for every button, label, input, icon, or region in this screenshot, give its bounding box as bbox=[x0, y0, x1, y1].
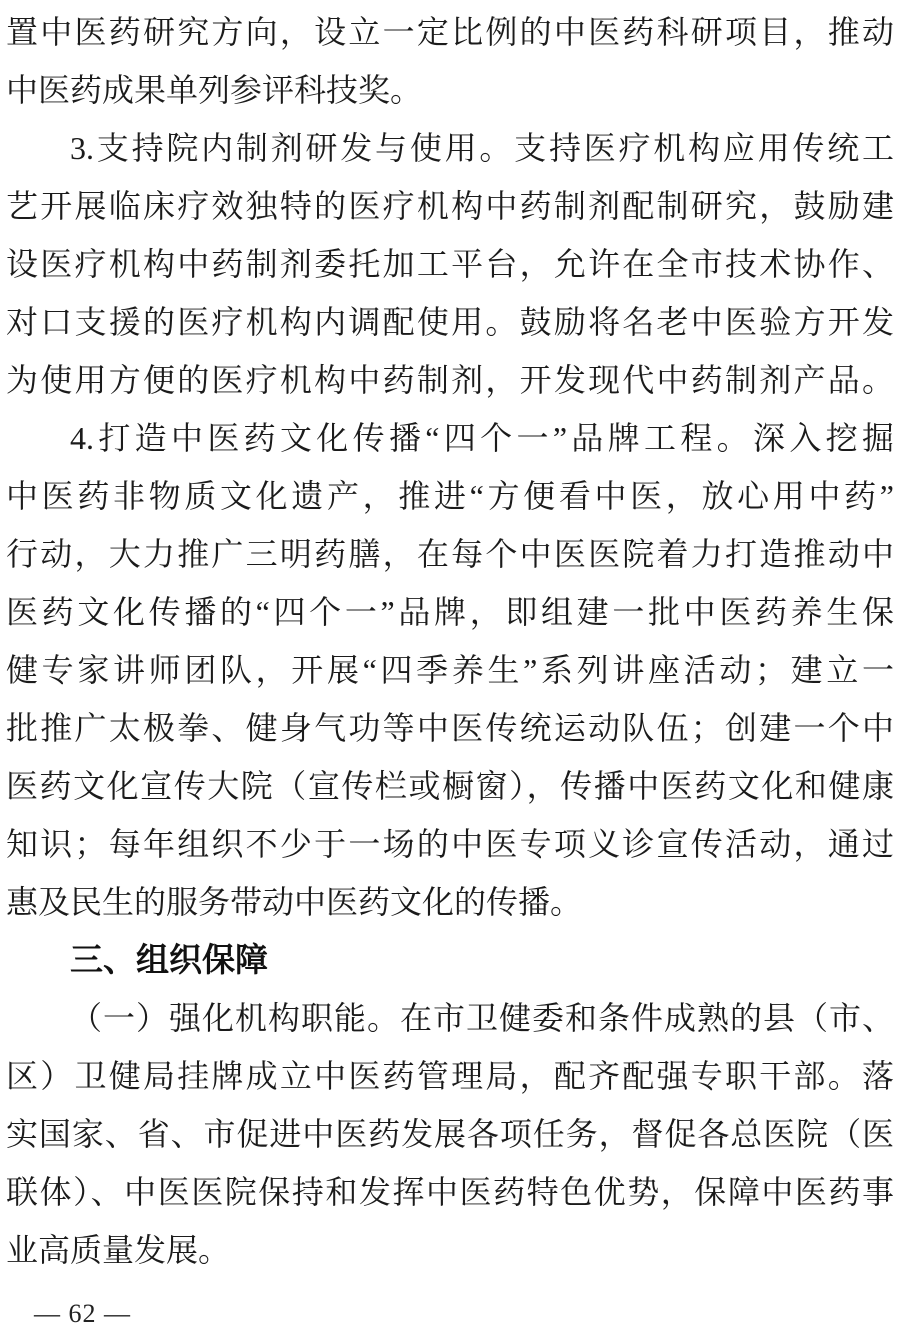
body-text-line: 行动，大力推广三明药膳，在每个中医医院着力打造推动中 bbox=[6, 536, 894, 572]
body-text-line: 中医药成果单列参评科技奖。 bbox=[6, 72, 423, 108]
body-text-line: 置中医药研究方向，设立一定比例的中医药科研项目，推动 bbox=[6, 14, 894, 50]
body-text-line: 中医药非物质文化遗产，推进“方便看中医，放心用中药” bbox=[6, 478, 894, 514]
body-text-line: 为使用方便的医疗机构中药制剂，开发现代中药制剂产品。 bbox=[6, 362, 894, 398]
body-text-line: 对口支援的医疗机构内调配使用。鼓励将名老中医验方开发 bbox=[6, 304, 894, 340]
body-text-line: 设医疗机构中药制剂委托加工平台，允许在全市技术协作、 bbox=[6, 246, 894, 282]
body-text-line: 3.支持院内制剂研发与使用。支持医疗机构应用传统工 bbox=[70, 130, 894, 166]
body-text-line: 业高质量发展。 bbox=[6, 1232, 231, 1268]
body-text-line: （一）强化机构职能。在市卫健委和条件成熟的县（市、 bbox=[70, 1000, 894, 1036]
body-text-line: 健专家讲师团队，开展“四季养生”系列讲座活动；建立一 bbox=[6, 652, 894, 688]
body-text-line: 4.打造中医药文化传播“四个一”品牌工程。深入挖掘 bbox=[70, 420, 894, 456]
body-text-line: 艺开展临床疗效独特的医疗机构中药制剂配制研究，鼓励建 bbox=[6, 188, 894, 224]
body-text-line: 医药文化传播的“四个一”品牌，即组建一批中医药养生保 bbox=[6, 594, 894, 630]
section-heading: 三、组织保障 bbox=[70, 941, 268, 978]
body-text-line: 惠及民生的服务带动中医药文化的传播。 bbox=[6, 884, 583, 920]
body-text-line: 知识；每年组织不少于一场的中医专项义诊宣传活动，通过 bbox=[6, 826, 894, 862]
body-text-line: 批推广太极拳、健身气功等中医传统运动队伍；创建一个中 bbox=[6, 710, 894, 746]
body-text-line: 联体）、中医医院保持和发挥中医药特色优势，保障中医药事 bbox=[6, 1174, 894, 1210]
body-text-line: 医药文化宣传大院（宣传栏或橱窗），传播中医药文化和健康 bbox=[6, 768, 894, 804]
body-text-line: 区）卫健局挂牌成立中医药管理局，配齐配强专职干部。落 bbox=[6, 1058, 894, 1094]
page-number: — 62 — bbox=[34, 1299, 131, 1328]
body-text-line: 实国家、省、市促进中医药发展各项任务，督促各总医院（医 bbox=[6, 1116, 894, 1152]
document-body bbox=[6, 3, 894, 1279]
